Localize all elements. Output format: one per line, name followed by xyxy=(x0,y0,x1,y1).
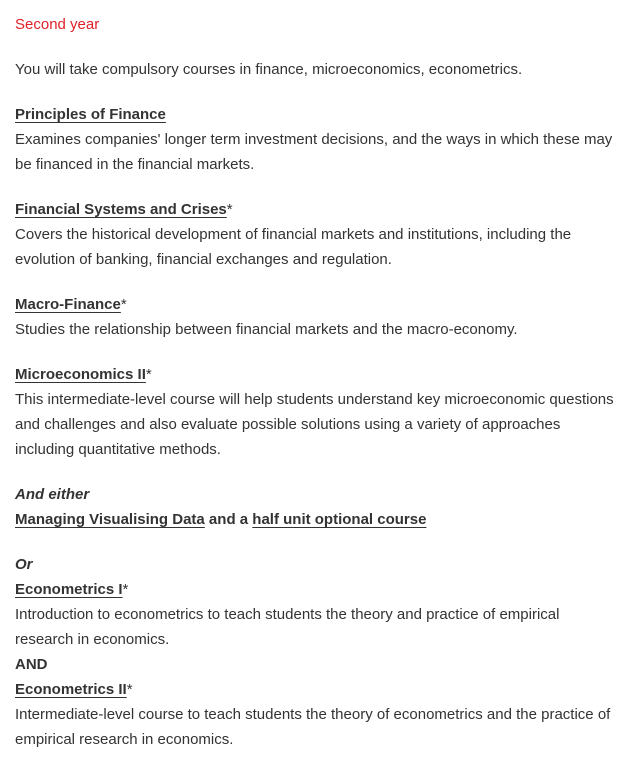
course-star: * xyxy=(122,581,129,598)
course-econometrics-ii xyxy=(15,677,620,752)
joiner-text: and a xyxy=(204,511,253,528)
course-link-econometrics-ii[interactable]: Econometrics II xyxy=(15,681,127,698)
course-link-macro-finance[interactable]: Macro-Finance xyxy=(15,296,121,313)
course-link-managing-visualising-data[interactable]: Managing Visualising Data xyxy=(15,511,205,528)
course-description: Studies the relationship between financial markets and the macro-economy. xyxy=(15,321,518,338)
and-label: AND xyxy=(15,656,48,673)
course-link-econometrics-i[interactable]: Econometrics I xyxy=(15,581,123,598)
course-star: * xyxy=(226,201,233,218)
section-heading: Second year xyxy=(15,16,100,33)
course-microeconomics-ii xyxy=(15,362,620,462)
course-description: This intermediate-level course will help students understand key microeconomic questions and challenges and also evaluate possible solutions using a variety of approaches including quantitative methods. xyxy=(15,391,614,458)
course-star: * xyxy=(120,296,127,313)
either-label: And either xyxy=(15,486,90,503)
course-description: Covers the historical development of financial markets and institutions, including the evolution of banking, financial exchanges and regulation. xyxy=(15,226,572,268)
intro-text: You will take compulsory courses in finance, microeconomics, econometrics. xyxy=(15,61,523,78)
course-link-principles-of-finance[interactable]: Principles of Finance xyxy=(15,106,166,123)
or-label: Or xyxy=(15,556,33,573)
course-star: * xyxy=(145,366,152,383)
course-link-half-unit-optional[interactable]: half unit optional course xyxy=(252,511,427,528)
option-either xyxy=(15,482,620,532)
course-description: Examines companies' longer term investment decisions, and the ways in which these may be financed in the financial markets. xyxy=(15,131,613,173)
course-description: Introduction to econometrics to teach students the theory and practice of empirical research in economics. xyxy=(15,606,560,648)
course-description: Intermediate-level course to teach students the theory of econometrics and the practice of empirical research in economics. xyxy=(15,706,611,748)
course-link-financial-systems[interactable]: Financial Systems and Crises xyxy=(15,201,227,218)
course-macro-finance xyxy=(15,292,620,342)
option-or xyxy=(15,552,620,752)
course-link-microeconomics-ii[interactable]: Microeconomics II xyxy=(15,366,146,383)
course-econometrics-i xyxy=(15,577,620,652)
course-principles-of-finance xyxy=(15,102,620,177)
course-financial-systems xyxy=(15,197,620,272)
course-star: * xyxy=(126,681,133,698)
